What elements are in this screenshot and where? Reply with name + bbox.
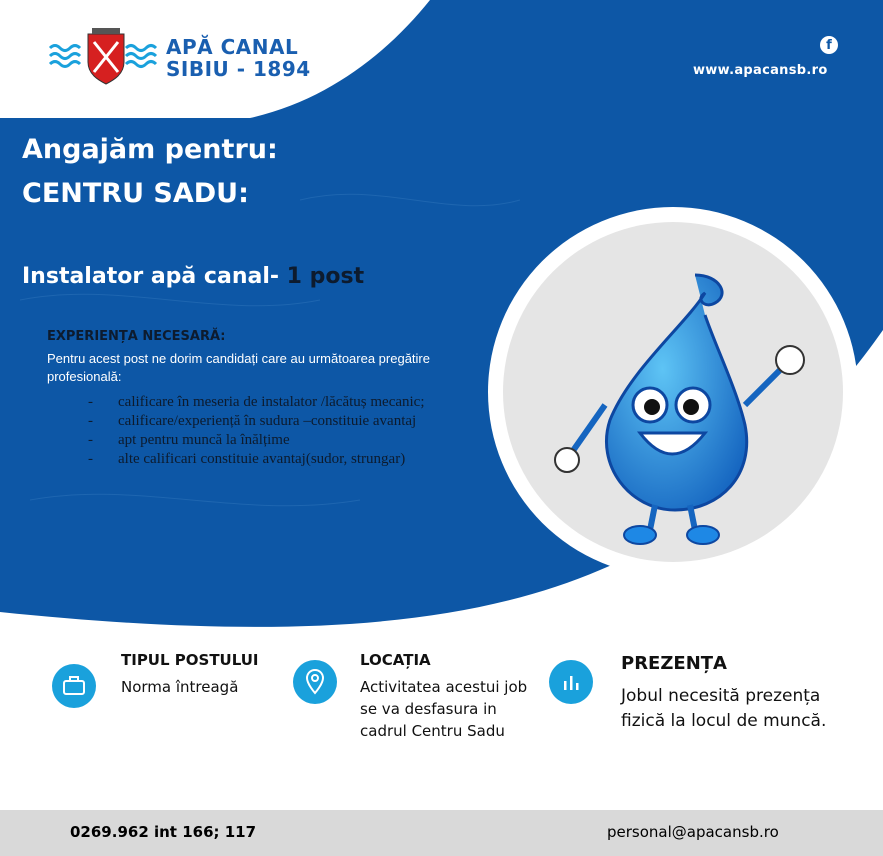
water-drop-mascot: [545, 255, 825, 555]
location-label: LOCAȚIA: [360, 651, 431, 669]
position-title: [22, 264, 364, 289]
email-address[interactable]: personal@apacansb.ro: [607, 823, 779, 841]
website-link[interactable]: www.apacansb.ro: [693, 63, 828, 78]
list-item: - calificare/experiență în sudura –constituie avantaj: [88, 413, 417, 429]
position-name: Instalator apă canal-: [22, 264, 279, 289]
heading-line1: Angajăm pentru:: [22, 134, 278, 165]
list-item: - calificare în meseria de instalator /lăcătuș mecanic;: [88, 394, 425, 410]
requirements-list: [88, 393, 425, 469]
experience-heading: EXPERIENȚA NECESARĂ:: [47, 329, 226, 344]
phone-number: 0269.962 int 166; 117: [70, 823, 257, 841]
bar-chart-icon: [549, 660, 593, 704]
facebook-icon[interactable]: f: [820, 36, 838, 54]
heading-line2: CENTRU SADU:: [22, 178, 249, 209]
list-item: - alte calificari constituie avantaj(sudor, strungar): [88, 451, 406, 467]
list-item: - apt pentru muncă la înălțime: [88, 432, 290, 448]
brand-line2: SIBIU - 1894: [166, 57, 311, 81]
presence-text: Jobul necesită prezența fizică la locul de muncă.: [621, 686, 827, 731]
location-pin-icon: [293, 660, 337, 704]
type-text: Norma întreagă: [121, 678, 239, 696]
experience-intro: Pentru acest post ne dorim candidați care au următoarea pregătire profesională:: [47, 351, 430, 384]
type-label: TIPUL POSTULUI: [121, 651, 259, 669]
presence-label: PREZENȚA: [621, 653, 727, 674]
position-count: 1 post: [286, 264, 365, 289]
brand-name: [166, 36, 311, 80]
briefcase-icon: [52, 664, 96, 708]
brand-line1: APĂ CANAL: [166, 35, 299, 59]
location-text: Activitatea acestui job se va desfasura in cadrul Centru Sadu: [360, 678, 528, 740]
